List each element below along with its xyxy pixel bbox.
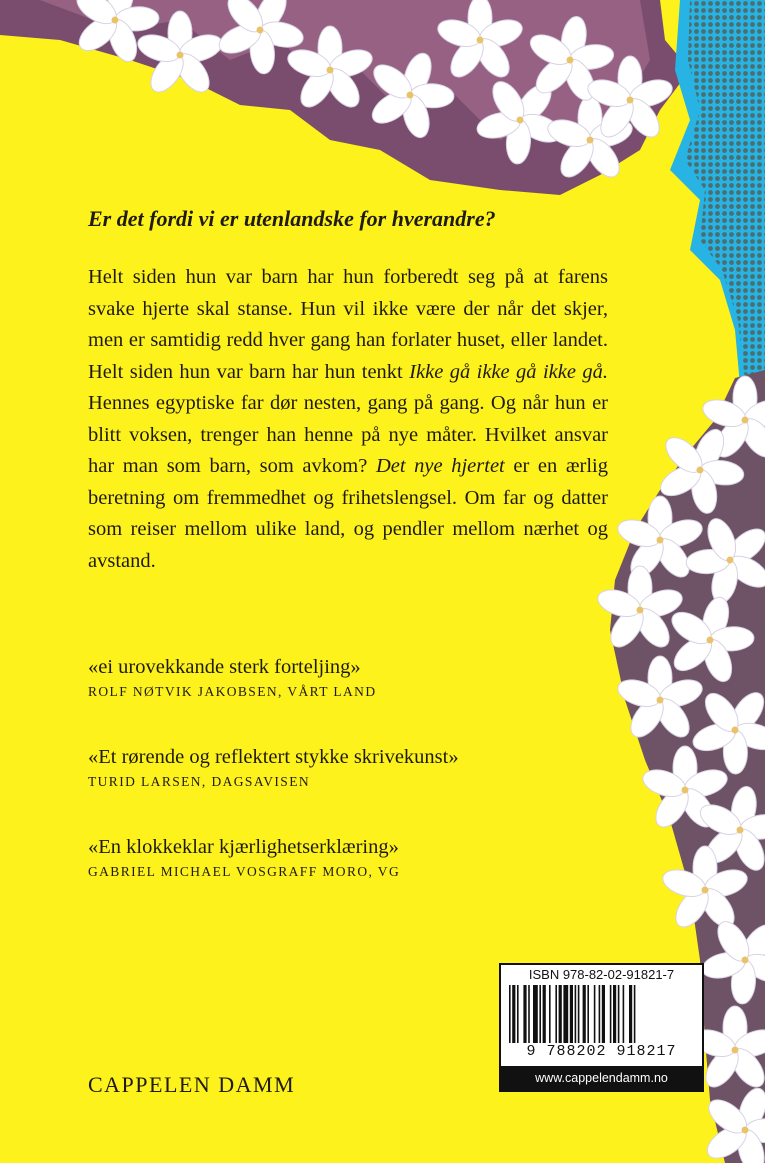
barcode-image bbox=[507, 985, 696, 1043]
barcode-bar bbox=[618, 985, 620, 1043]
barcode-bar bbox=[583, 985, 586, 1043]
barcode-bar bbox=[594, 985, 596, 1043]
blurb-text: er en ærlig beretning om fremmedhet og frihetslengsel. Om far og datter som reiser mellom ulike land, og pendler mellom nærhet og avstand. bbox=[88, 455, 609, 572]
publisher-logo: CAPPELEN DAMM bbox=[88, 1072, 296, 1097]
review-quote bbox=[88, 746, 459, 790]
barcode-bar bbox=[599, 985, 601, 1043]
top-flower-photo bbox=[0, 0, 690, 195]
barcode-bar bbox=[555, 985, 557, 1043]
quote-source: TURID LARSEN, DAGSAVISEN bbox=[88, 774, 310, 789]
blurb-text: Helt siden hun var barn har hun forberedt seg på at farens svake hjerte skal stanse. Hun vil ikke være der når det skjer, men er samtidig redd hver gang han forlater huset, eller landet. Helt siden hun var barn har hun tenkt bbox=[88, 266, 608, 383]
barcode-bar bbox=[578, 985, 580, 1043]
barcode-bar bbox=[543, 985, 546, 1043]
quote-text: «Et rørende og reflektert stykke skrivekunst» bbox=[88, 746, 459, 768]
barcode-bar bbox=[613, 985, 616, 1043]
quote-text: «En klokkeklar kjærlighetserklæring» bbox=[88, 836, 399, 858]
barcode-bar bbox=[517, 985, 519, 1043]
barcode-bar bbox=[533, 985, 538, 1043]
quote-source: GABRIEL MICHAEL VOSGRAFF MORO, VG bbox=[88, 864, 401, 879]
barcode-bar bbox=[575, 985, 577, 1043]
barcode-bar bbox=[559, 985, 562, 1043]
barcode-bar bbox=[610, 985, 612, 1043]
barcode-bar bbox=[634, 985, 636, 1043]
barcode-block bbox=[499, 963, 704, 1092]
barcode-bar bbox=[623, 985, 625, 1043]
barcode-bar bbox=[523, 985, 526, 1043]
barcode-bar bbox=[512, 985, 515, 1043]
quote-text: «ei urovekkande sterk forteljing» bbox=[88, 656, 361, 678]
quote-source: ROLF NØTVIK JAKOBSEN, VÅRT LAND bbox=[88, 684, 377, 699]
barcode-bar bbox=[563, 985, 568, 1043]
tagline: Er det fordi vi er utenlandske for hverandre? bbox=[88, 206, 496, 231]
barcode-bar bbox=[528, 985, 530, 1043]
barcode-bar bbox=[509, 985, 511, 1043]
halftone-stripe bbox=[670, 0, 765, 390]
book-title-reference: Det nye hjertet bbox=[375, 455, 505, 477]
blurb-italic-phrase: Ikke gå ikke gå ikke gå. bbox=[409, 360, 608, 383]
blurb-text: Hennes egyptiske far dør nesten, gang på gang. Og når hun er blitt voksen, trenger han henne på nye måter. Hvilket ansvar har man som barn, som avkom? bbox=[88, 392, 608, 477]
blurb bbox=[88, 262, 608, 577]
barcode-digits: 9 788202 918217 bbox=[526, 1043, 677, 1060]
barcode-bar bbox=[549, 985, 551, 1043]
barcode-bar bbox=[587, 985, 589, 1043]
review-quote bbox=[88, 836, 400, 880]
barcode-bar bbox=[539, 985, 541, 1043]
isbn-label: ISBN 978-82-02-91821-7 bbox=[528, 967, 675, 982]
publisher-website: www.cappelendamm.no bbox=[501, 1066, 702, 1090]
barcode-bar bbox=[602, 985, 605, 1043]
barcode-bar bbox=[570, 985, 573, 1043]
review-quote bbox=[88, 656, 376, 700]
barcode-bar bbox=[629, 985, 632, 1043]
